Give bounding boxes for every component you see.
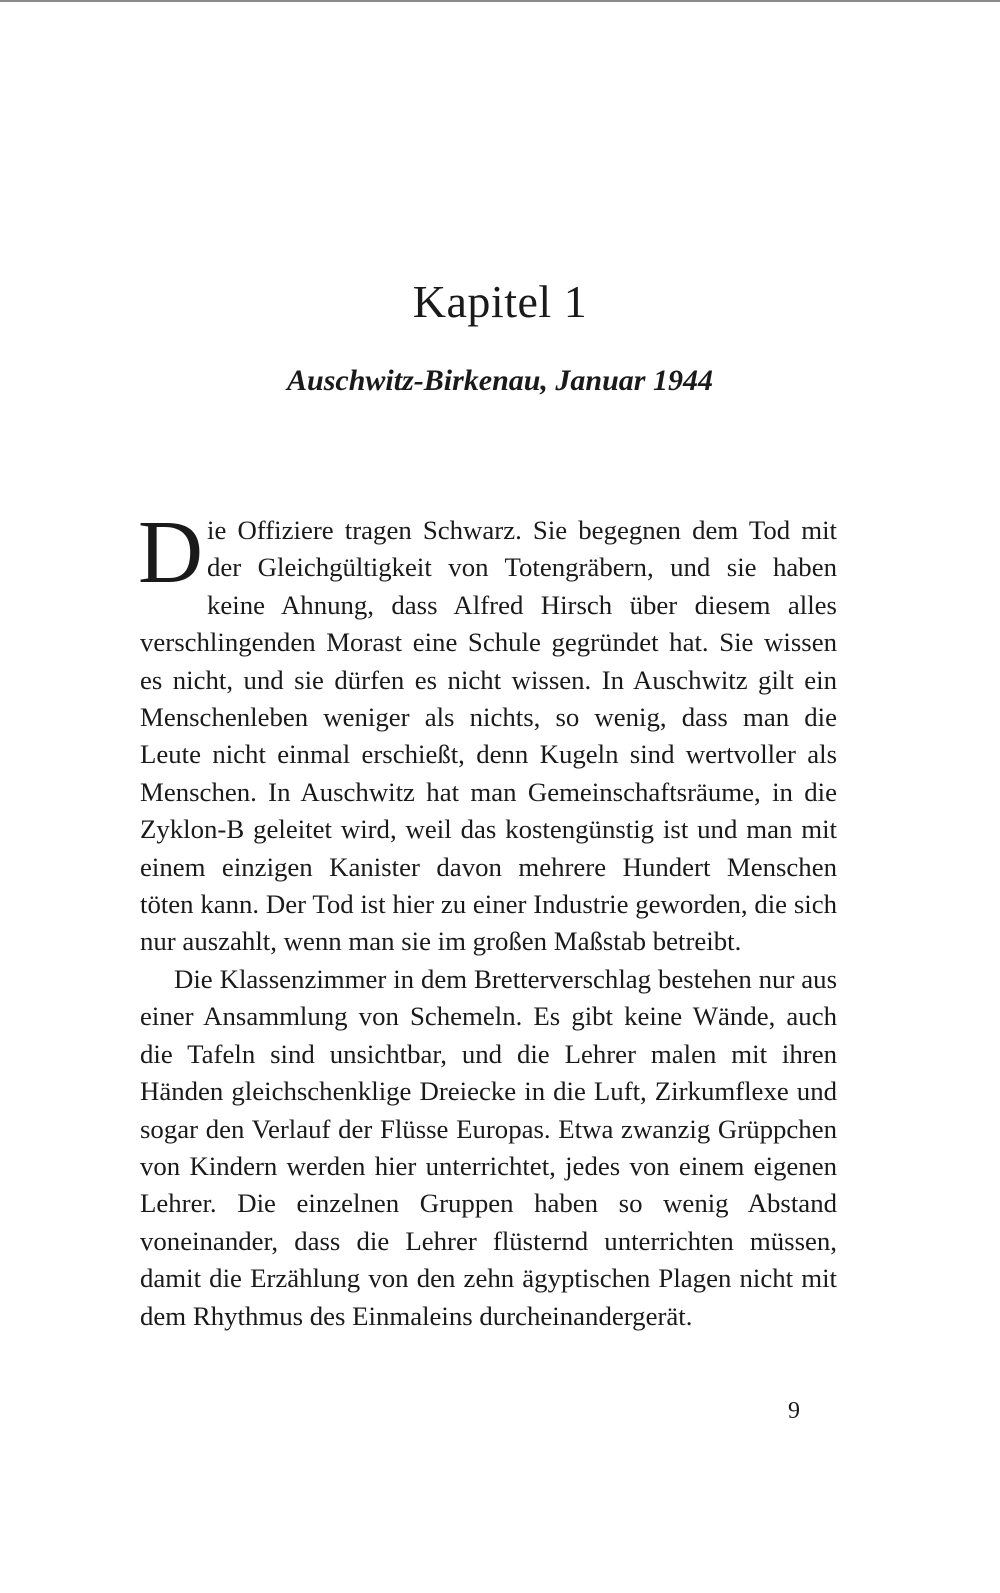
chapter-subtitle: Auschwitz-Birkenau, Januar 1944 — [287, 364, 713, 397]
paragraph-1-text: ie Offiziere tragen Schwarz. Sie begegnen dem Tod mit der Gleichgültigkeit von Totengräbern, und sie haben keine Ahnung, dass Alfred Hirsch über diesem alles verschlingenden Morast eine Schule gegründet hat. Sie wissen es nicht, und sie dürfen es nicht wissen. In Auschwitz gilt ein Menschenleben weniger als nichts, so wenig, dass man die Leute nicht einmal erschießt, denn Kugeln sind wertvoller als Menschen. In Auschwitz hat man Gemeinschaftsräume, in die Zyklon-B geleitet wird, weil das kostengünstig ist und man mit einem einzigen Kanister davon mehrere Hundert Menschen töten kann. Der Tod ist hier zu einer Industrie geworden, die sich nur auszahlt, wenn man sie im großen Maßstab betreibt. — [140, 515, 837, 957]
page-number: 9 — [788, 1398, 800, 1424]
body-text — [138, 503, 837, 1335]
paragraph-1 — [138, 503, 837, 961]
paragraph-2 — [140, 961, 837, 1335]
paragraph-2-text: Die Klassenzimmer in dem Bretterverschlag bestehen nur aus einer Ansammlung von Schemeln. Es gibt keine Wände, auch die Tafeln sind unsichtbar, und die Lehrer malen mit ihren Händen gleichschenklige Dreiecke in die Luft, Zirkumflexe und sogar den Verlauf der Flüsse Europas. Etwa zwanzig Grüppchen von Kindern werden hier unterrichtet, jedes von einem eigenen Lehrer. Die einzelnen Gruppen haben so wenig Abstand voneinander, dass die Lehrer flüsternd unterrichten müssen, damit die Erzählung von den zehn ägyptischen Plagen nicht mit dem Rhythmus des Einmaleins durcheinandergerät. — [140, 963, 837, 1331]
chapter-title: Kapitel 1 — [412, 276, 588, 327]
top-border-line — [0, 0, 1000, 2]
drop-cap: D — [138, 503, 203, 602]
